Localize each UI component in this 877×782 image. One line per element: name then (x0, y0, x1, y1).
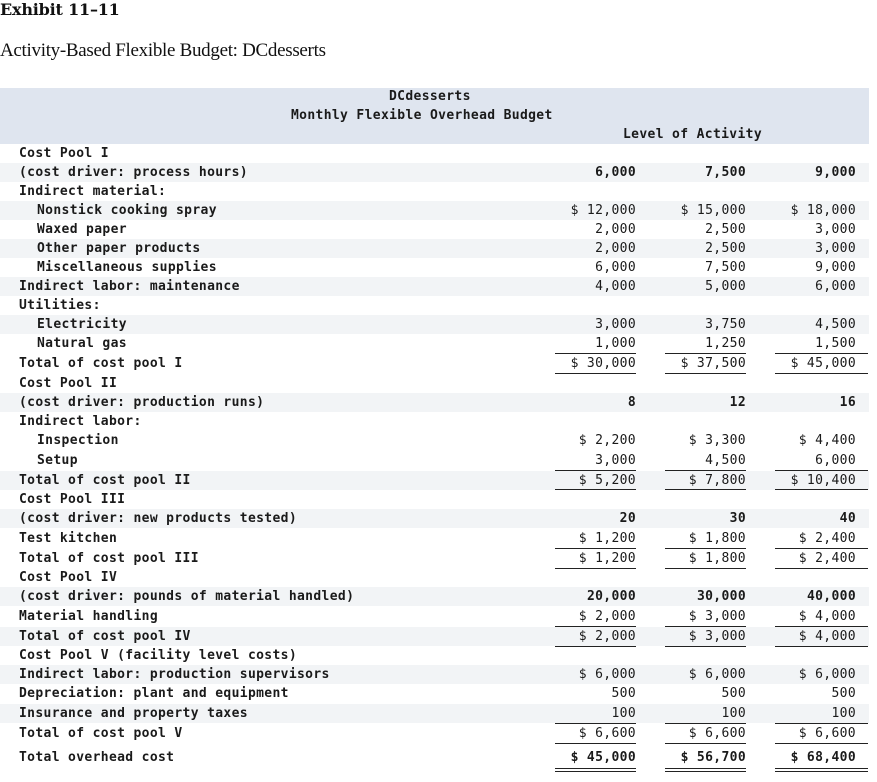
row-value: $ 6,000 (578, 667, 636, 682)
table-row (0, 704, 869, 723)
row-label: Indirect material: (19, 184, 167, 199)
row-value: 6,000 (595, 165, 636, 180)
row-value: 2,500 (705, 241, 746, 256)
table-row (0, 334, 869, 353)
underline-rule (555, 470, 636, 471)
row-label: Cost Pool II (19, 376, 118, 391)
table-row (0, 646, 869, 665)
table-row (0, 201, 869, 220)
activity-level-heading: Level of Activity (623, 127, 763, 142)
underline-rule (775, 470, 868, 471)
row-value: 20,000 (586, 589, 636, 604)
row-value: $ 10,400 (790, 473, 856, 488)
row-value: 4,500 (815, 317, 856, 332)
row-value: $ 3,000 (688, 609, 746, 624)
row-label: (cost driver: pounds of material handled) (19, 589, 355, 604)
table-row (0, 529, 869, 548)
company-name: DCdesserts (389, 89, 471, 104)
row-value: $ 6,600 (688, 726, 746, 741)
row-value: 1,250 (705, 336, 746, 351)
row-value: 3,000 (815, 222, 856, 237)
underline-rule (665, 470, 746, 471)
underline-rule (555, 353, 636, 354)
underline-rule (775, 353, 868, 354)
double-underline-rule (665, 768, 746, 772)
row-label: Setup (37, 453, 78, 468)
row-value: $ 2,200 (578, 433, 636, 448)
row-value: $ 45,000 (790, 356, 856, 371)
exhibit-label: Exhibit 11–11 (0, 0, 120, 19)
table-row (0, 665, 869, 684)
row-value: 40 (839, 511, 856, 526)
underline-rule (775, 626, 868, 627)
row-value: 3,000 (815, 241, 856, 256)
row-label: Cost Pool V (facility level costs) (19, 648, 298, 663)
row-value: 2,500 (705, 222, 746, 237)
row-value: $ 6,000 (688, 667, 746, 682)
table-row (0, 627, 869, 646)
row-value: 7,500 (705, 165, 746, 180)
row-value: 6,000 (815, 453, 856, 468)
row-label: Total of cost pool I (19, 356, 183, 371)
table-row (0, 451, 869, 470)
underline-rule (555, 723, 636, 724)
row-label: Nonstick cooking spray (37, 203, 217, 218)
row-value: $ 2,400 (798, 531, 856, 546)
row-value: 5,000 (705, 279, 746, 294)
row-label: Total overhead cost (19, 750, 175, 765)
row-value: 4,500 (705, 453, 746, 468)
row-value: 30,000 (696, 589, 746, 604)
row-value: $ 2,000 (578, 629, 636, 644)
row-value: 3,000 (595, 317, 636, 332)
row-value: $ 18,000 (790, 203, 856, 218)
row-label: Electricity (37, 317, 127, 332)
row-label: Total of cost pool III (19, 551, 199, 566)
underline-rule (665, 568, 746, 569)
row-value: $ 1,200 (578, 531, 636, 546)
row-value: $ 12,000 (570, 203, 636, 218)
row-value: $ 3,000 (688, 629, 746, 644)
row-value: 3,000 (595, 453, 636, 468)
row-value: 2,000 (595, 241, 636, 256)
underline-rule (555, 568, 636, 569)
table-row (0, 412, 869, 431)
underline-rule (665, 626, 746, 627)
row-value: 7,500 (705, 260, 746, 275)
budget-title: Monthly Flexible Overhead Budget (291, 108, 553, 123)
row-label: Cost Pool I (19, 146, 109, 161)
underline-rule (665, 548, 746, 549)
underline-rule (665, 723, 746, 724)
row-value: $ 45,000 (570, 750, 636, 765)
table-row (0, 587, 869, 606)
row-label: Other paper products (37, 241, 201, 256)
row-value: $ 4,000 (798, 629, 856, 644)
row-value: 100 (611, 706, 636, 721)
table-row (0, 220, 869, 239)
underline-rule (775, 723, 868, 724)
table-row (0, 163, 869, 182)
row-value: $ 4,400 (798, 433, 856, 448)
row-label: Natural gas (37, 336, 127, 351)
row-value: 100 (721, 706, 746, 721)
row-value: 500 (721, 686, 746, 701)
row-label: Cost Pool IV (19, 570, 118, 585)
row-label: Depreciation: plant and equipment (19, 686, 289, 701)
table-row (0, 431, 869, 450)
row-value: $ 15,000 (680, 203, 746, 218)
row-label: Indirect labor: (19, 414, 142, 429)
row-label: Insurance and property taxes (19, 706, 248, 721)
row-value: $ 1,800 (688, 531, 746, 546)
underline-rule (555, 548, 636, 549)
underline-rule (665, 646, 746, 647)
row-label: Inspection (37, 433, 119, 448)
table-row (0, 393, 869, 412)
row-value: 6,000 (815, 279, 856, 294)
underline-rule (665, 743, 746, 744)
table-row (0, 748, 869, 767)
table-row (0, 549, 869, 568)
row-value: 500 (611, 686, 636, 701)
row-value: $ 7,800 (688, 473, 746, 488)
row-label: (cost driver: new products tested) (19, 511, 298, 526)
table-row (0, 471, 869, 490)
table-row (0, 374, 869, 393)
table-row (0, 258, 869, 277)
row-label: Total of cost pool IV (19, 629, 191, 644)
double-underline-rule (775, 768, 868, 772)
row-value: $ 1,800 (688, 551, 746, 566)
row-value: 9,000 (815, 260, 856, 275)
double-underline-rule (555, 768, 636, 772)
row-label: Material handling (19, 609, 159, 624)
exhibit-subtitle: Activity-Based Flexible Budget: DCdesserts (0, 40, 326, 61)
underline-rule (555, 743, 636, 744)
underline-rule (775, 568, 868, 569)
row-value: 1,500 (815, 336, 856, 351)
row-value: 6,000 (595, 260, 636, 275)
underline-rule (775, 743, 868, 744)
row-value: 3,750 (705, 317, 746, 332)
row-label: (cost driver: production runs) (19, 395, 265, 410)
row-value: $ 6,600 (578, 726, 636, 741)
table-row (0, 315, 869, 334)
underline-rule (775, 373, 868, 374)
table-row (0, 509, 869, 528)
row-label: Indirect labor: production supervisors (19, 667, 330, 682)
row-value: $ 6,000 (798, 667, 856, 682)
table-row (0, 296, 869, 315)
row-label: Utilities: (19, 298, 101, 313)
row-label: Total of cost pool II (19, 473, 191, 488)
table-row (0, 354, 869, 373)
table-row (0, 490, 869, 509)
row-value: 8 (627, 395, 636, 410)
row-label: Cost Pool III (19, 492, 126, 507)
underline-rule (775, 646, 868, 647)
table-row (0, 724, 869, 743)
row-value: 1,000 (595, 336, 636, 351)
underline-rule (555, 626, 636, 627)
row-value: 12 (729, 395, 746, 410)
row-value: 100 (831, 706, 856, 721)
table-row (0, 684, 869, 703)
row-value: $ 1,200 (578, 551, 636, 566)
row-value: $ 56,700 (680, 750, 746, 765)
row-value: $ 3,300 (688, 433, 746, 448)
row-value: 16 (839, 395, 856, 410)
table-row (0, 239, 869, 258)
row-value: 20 (619, 511, 636, 526)
underline-rule (555, 373, 636, 374)
row-value: 500 (831, 686, 856, 701)
row-value: 9,000 (815, 165, 856, 180)
row-value: $ 37,500 (680, 356, 746, 371)
underline-rule (665, 373, 746, 374)
underline-rule (775, 548, 868, 549)
row-value: $ 2,000 (578, 609, 636, 624)
row-value: $ 6,600 (798, 726, 856, 741)
table-row (0, 568, 869, 587)
underline-rule (555, 489, 636, 490)
row-label: (cost driver: process hours) (19, 165, 248, 180)
underline-rule (555, 646, 636, 647)
underline-rule (665, 489, 746, 490)
row-value: $ 5,200 (578, 473, 636, 488)
table-row (0, 182, 869, 201)
row-label: Total of cost pool V (19, 726, 183, 741)
row-value: $ 30,000 (570, 356, 636, 371)
table-row (0, 144, 869, 163)
underline-rule (665, 353, 746, 354)
row-value: $ 68,400 (790, 750, 856, 765)
row-label: Test kitchen (19, 531, 118, 546)
row-label: Waxed paper (37, 222, 127, 237)
row-value: 2,000 (595, 222, 636, 237)
table-row (0, 277, 869, 296)
row-value: 30 (729, 511, 746, 526)
row-value: 4,000 (595, 279, 636, 294)
row-label: Indirect labor: maintenance (19, 279, 240, 294)
table-row (0, 607, 869, 626)
row-label: Miscellaneous supplies (37, 260, 217, 275)
row-value: $ 4,000 (798, 609, 856, 624)
underline-rule (775, 489, 868, 490)
row-value: $ 2,400 (798, 551, 856, 566)
row-value: 40,000 (806, 589, 856, 604)
